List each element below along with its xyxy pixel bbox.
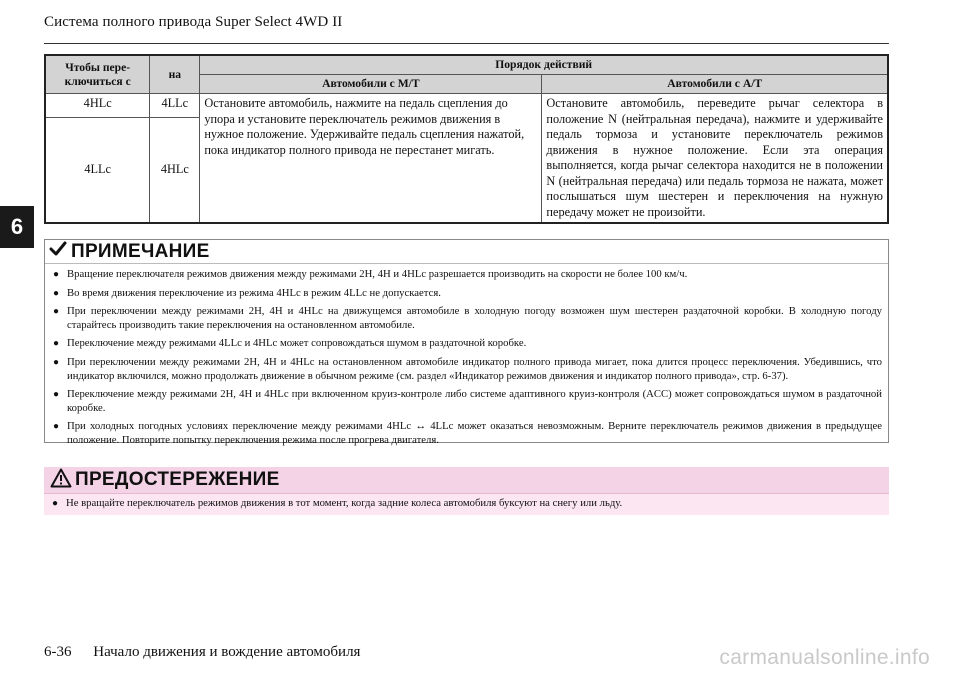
col-header-to: на <box>150 55 200 94</box>
col-header-procedure: Порядок действий <box>200 55 888 75</box>
header-rule <box>44 43 889 44</box>
row-from: 4HLc <box>45 94 150 118</box>
note-list <box>45 264 888 448</box>
col-header-from: Чтобы пере-ключиться с <box>45 55 150 94</box>
footer-section: Начало движения и вождение автомобиля <box>93 644 361 660</box>
row-to: 4LLc <box>150 94 200 118</box>
note-header <box>45 240 888 264</box>
list-item: ● При переключении между режимами 2H, 4H и 4HLc на движущемся автомобиле в холодную погоду возможен шум шестерен раздаточной коробки. В холодную погоду старайтесь производить такие переключения на остановленном автомобиле. <box>53 305 882 332</box>
watermark: carmanualsonline.info <box>719 646 930 669</box>
page-number: 6-36 <box>44 644 72 660</box>
mt-procedure-text: Остановите автомобиль, нажмите на педаль сцепления до упора и установите переключатель режимов движения в нужное положение. Удерживайте педаль сцепления нажатой, пока индикатор полного привода не перестанет мигать. <box>200 94 542 224</box>
list-item: ● При холодных погодных условиях переключение между режимами 4HLc ↔ 4LLc может оказаться невозможным. Верните переключатель режимов движения в предыдущее положение. Повторите попытку переключения режима после прогрева двигателя. <box>53 420 882 447</box>
chapter-tab: 6 <box>0 206 34 248</box>
table-row <box>45 94 888 118</box>
col-header-at: Автомобили с А/Т <box>542 75 888 94</box>
list-item: ● При переключении между режимами 2H, 4H и 4HLc на остановленном автомобиле индикатор полного привода мигает, пока длится процесс переключения. Убедившись, что индикатор включился, можно продолжать движение в обычном режиме (см. раздел «Индикатор режимов движения и индикатор полного привода», стр. 6-37). <box>53 356 882 383</box>
row-to: 4HLc <box>150 118 200 223</box>
procedure-table <box>44 54 889 224</box>
note-title: ПРИМЕЧАНИЕ <box>71 240 210 262</box>
at-procedure-text: Остановите автомобиль, переведите рычаг селектора в положение N (нейтральная передача), нажмите и удерживайте педаль тормоза и установите переключатель режимов движения в нужное положение. Если эта операция выполняется, когда рычаг селектора находится не в положении N (нейтральная передача) или педаль тормоза не нажата, может послышаться шум шестерен и переключения на нужную передачу может не произойти. <box>542 94 888 224</box>
warning-list <box>44 494 889 511</box>
warning-title: ПРЕДОСТЕРЕЖЕНИЕ <box>75 469 280 490</box>
warning-box <box>44 467 889 515</box>
warning-triangle-icon <box>50 468 72 493</box>
list-item: ● Переключение между режимами 2H, 4H и 4HLc при включенном круиз-контроле либо системе адаптивного круиз-контроля (ACC) может сопровождаться шумом в раздаточной коробке. <box>53 388 882 415</box>
col-header-mt: Автомобили с М/Т <box>200 75 542 94</box>
warning-body <box>44 493 889 515</box>
note-box <box>44 239 889 446</box>
warning-header <box>44 467 889 493</box>
list-item: ● Не вращайте переключатель режимов движения в тот момент, когда задние колеса автомобиля буксуют на снегу или льду. <box>52 497 883 511</box>
list-item: ● Во время движения переключение из режима 4HLc в режим 4LLc не допускается. <box>53 287 882 301</box>
list-item: ● Вращение переключателя режимов движения между режимами 2H, 4H и 4HLc разрешается производить на скорости не более 100 км/ч. <box>53 268 882 282</box>
list-item: ● Переключение между режимами 4LLc и 4HLc может сопровождаться шумом в раздаточной коробке. <box>53 337 882 351</box>
check-icon <box>49 241 67 262</box>
page-footer <box>44 644 360 661</box>
page-header: Система полного привода Super Select 4WD II <box>44 14 343 30</box>
row-from: 4LLc <box>45 118 150 223</box>
